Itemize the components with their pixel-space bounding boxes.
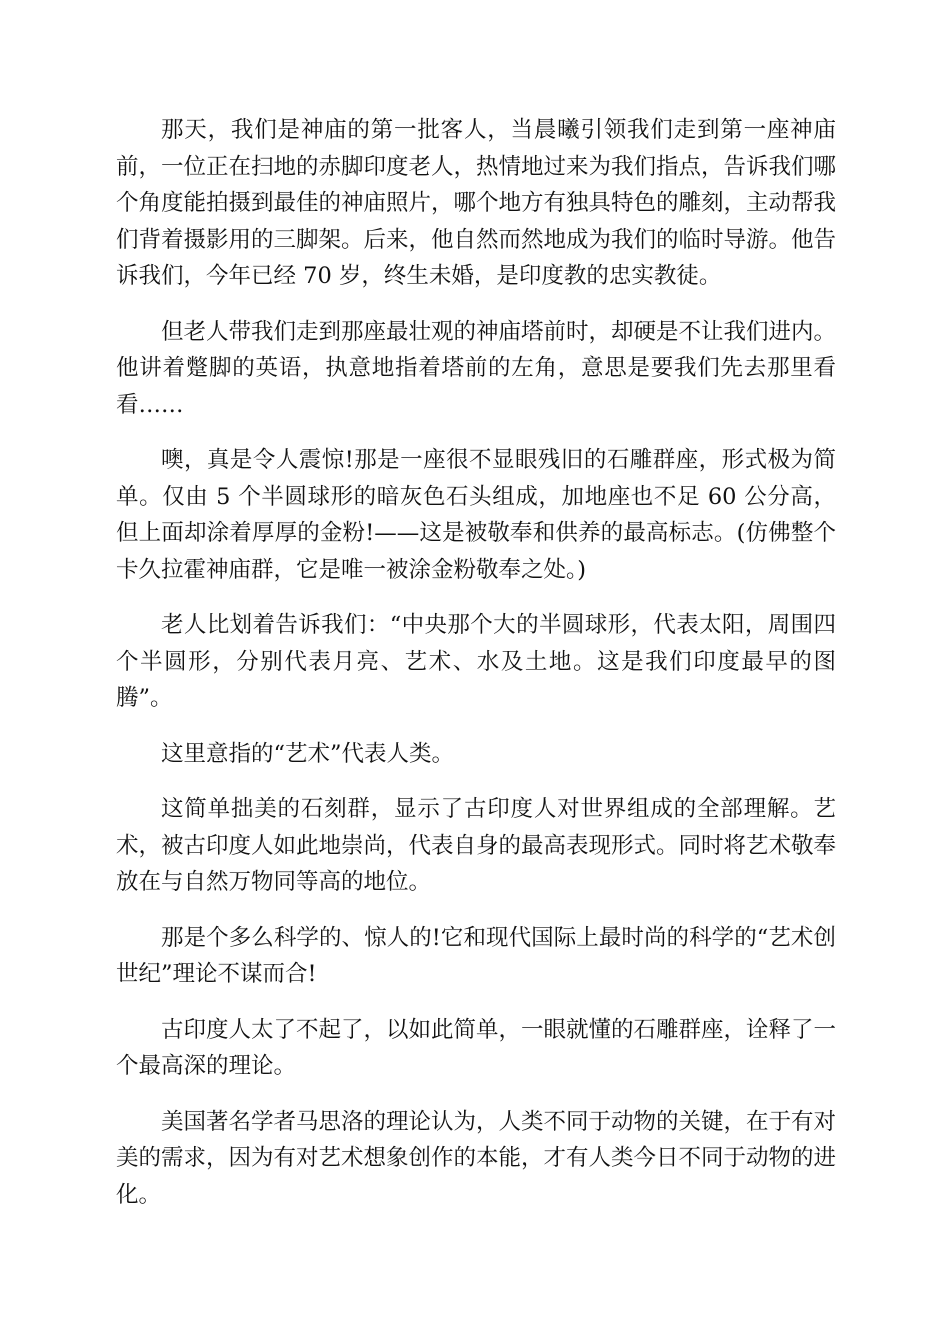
paragraph: 那是个多么科学的、惊人的!它和现代国际上最时尚的科学的“艺术创世纪”理论不谋而合! xyxy=(116,924,836,987)
paragraph: 那天，我们是神庙的第一批客人，当晨曦引领我们走到第一座神庙前，一位正在扫地的赤脚印度老人，热情地过来为我们指点，告诉我们哪个角度能拍摄到最佳的神庙照片，哪个地方有独具特色的雕刻，主动帮我们背着摄影用的三脚架。后来，他自然而然地成为我们的临时导游。他告诉我们，今年已经 70 岁，终生未婚，是印度教的忠实教徒。 xyxy=(116,117,837,289)
paragraph: 这里意指的“艺术”代表人类。 xyxy=(161,740,455,767)
paragraph: 噢，真是令人震惊!那是一座很不显眼残旧的石雕群座，形式极为简单。仅由 5 个半圆球形的暗灰色石头组成，加地座也不足 60 公分高，但上面却涂着厚厚的金粉!——这是被敬奉和供养的最高标志。(仿佛整个卡久拉霍神庙群，它是唯一被涂金粉敬奉之处。) xyxy=(116,447,836,583)
paragraph: 美国著名学者马思洛的理论认为，人类不同于动物的关键，在于有对美的需求，因为有对艺术想象创作的本能，才有人类今日不同于动物的进化。 xyxy=(116,1108,837,1208)
paragraph: 古印度人太了不起了，以如此简单，一眼就懂的石雕群座，诠释了一个最高深的理论。 xyxy=(116,1016,837,1079)
paragraph: 老人比划着告诉我们：“中央那个大的半圆球形，代表太阳，周围四个半圆形，分别代表月亮、艺术、水及土地。这是我们印度最早的图腾”。 xyxy=(116,612,836,711)
paragraph: 但老人带我们走到那座最壮观的神庙塔前时，却硬是不让我们进内。他讲着蹩脚的英语，执意地指着塔前的左角，意思是要我们先去那里看看…… xyxy=(116,318,837,418)
paragraph: 这简单拙美的石刻群，显示了古印度人对世界组成的全部理解。艺术，被古印度人如此地崇尚，代表自身的最高表现形式。同时将艺术敬奉放在与自然万物同等高的地位。 xyxy=(116,796,837,895)
document-page xyxy=(116,112,836,1232)
